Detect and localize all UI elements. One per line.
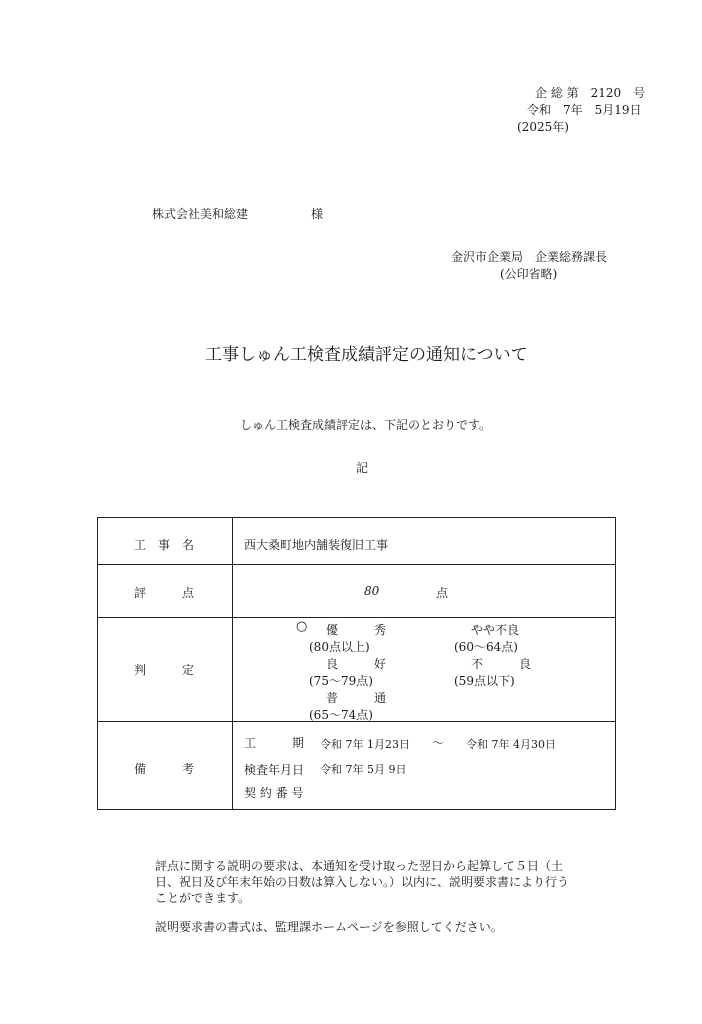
note-line-2: 日、祝日及び年末年始の日数は算入しない。）以内に、説明要求書により行う: [155, 875, 570, 889]
selected-mark: ○: [296, 619, 308, 634]
grade-good: 良 好: [326, 657, 387, 671]
remarks-label: 備 考: [134, 762, 195, 776]
project-name-label: 工 事 名: [134, 538, 195, 552]
note-line-1: 評点に関する説明の要求は、本通知を受け取った翌日から起算して５日（土: [155, 859, 564, 873]
construction-period-tilde: ～: [432, 736, 445, 750]
construction-period-label: 工 期: [244, 736, 305, 750]
grade-good-range: (75～79点): [309, 674, 373, 688]
construction-period-end: 令和 7年 4月30日: [466, 738, 556, 751]
grade-excellent-range: (80点以上): [309, 640, 370, 654]
note-line-3: ことができます。: [155, 891, 251, 905]
grade-excellent: 優 秀: [326, 623, 387, 637]
inspection-date-value: 令和 7年 5月 9日: [320, 763, 407, 776]
table-column-divider: [232, 518, 233, 809]
score-unit: 点: [436, 586, 449, 600]
sender-organization: 金沢市企業局 企業総務課長: [451, 250, 608, 264]
project-name-value: 西大桑町地内舗装復旧工事: [244, 538, 389, 552]
score-label: 評 点: [134, 586, 195, 600]
grade-average-range: (65～74点): [309, 708, 373, 722]
table-row-divider: [98, 617, 615, 618]
grade-slightly-poor: やや不良: [471, 623, 520, 637]
grade-poor-range: (59点以下): [454, 674, 515, 688]
inspection-date-label: 検査年月日: [244, 763, 305, 777]
note-line-4: 説明要求書の書式は、監理課ホームページを参照してください。: [155, 920, 503, 934]
intro-text: しゅん工検査成績評定は、下記のとおりです。: [240, 418, 492, 432]
seal-omitted-note: (公印省略): [500, 267, 558, 281]
recipient-name: 株式会社美和総建: [152, 207, 249, 221]
document-year: (2025年): [517, 120, 569, 134]
score-value: 80: [364, 584, 380, 598]
contract-number-label: 契 約 番 号: [244, 786, 304, 800]
judgment-label: 判 定: [134, 663, 195, 677]
document-number: 企 総 第 2120 号: [535, 86, 646, 100]
evaluation-table: [97, 517, 616, 810]
grade-average: 普 通: [326, 691, 387, 705]
ki-heading: 記: [356, 461, 369, 475]
construction-period-start: 令和 7年 1月23日: [320, 738, 410, 751]
recipient-honorific: 様: [311, 207, 324, 221]
document-title: 工事しゅん工検査成績評定の通知について: [205, 345, 528, 365]
grade-slightly-poor-range: (60～64点): [454, 640, 518, 654]
grade-poor: 不 良: [471, 657, 532, 671]
document-date: 令和 7年 5月19日: [527, 103, 642, 117]
table-row-divider: [98, 564, 615, 565]
